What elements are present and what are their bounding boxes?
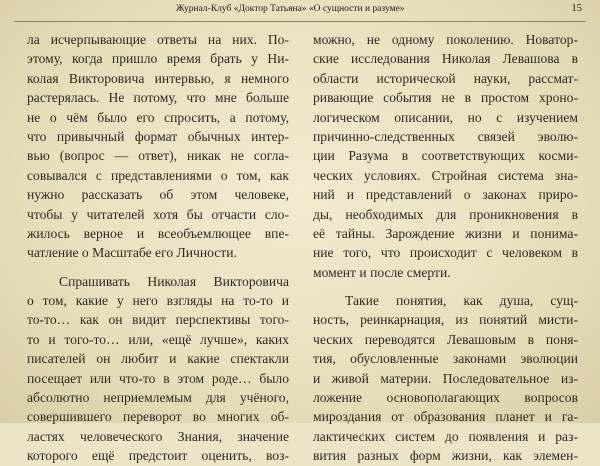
text-line: ческих условиях. Стройная система зна- [313, 167, 578, 183]
text-line: вития разных форм жизни, как элемен- [313, 448, 578, 464]
text-line: ривающие события не в простом хроно- [313, 90, 578, 106]
text-line: то и того-то… или, «ещё лучше», каких [27, 331, 289, 347]
text-line: можно, не одному поколению. Новатор- [313, 32, 578, 47]
text-line: жилось верное и всеобъемлющее впе- [27, 225, 289, 241]
text-line: абсолютно неприемлемым для учёного, [27, 390, 289, 406]
text-line: причинно-следственных связей эволю- [313, 128, 578, 144]
text-line: совершившего переворот во многих об- [27, 409, 289, 425]
text-line: Спрашивать Николая Викторовича [59, 273, 289, 289]
text-line: посещает или что-то в этом роде… было [27, 370, 289, 386]
text-line: ность, реинкарнация, из понятий мисти- [313, 312, 578, 328]
text-line: ние того, что происходит с человеком в [313, 245, 578, 261]
text-line: которого ещё предстоит оценить, воз- [27, 448, 289, 464]
page-number: 15 [571, 3, 582, 14]
text-line: нужно рассказать об этом человеке, [27, 187, 289, 203]
text-line: ла исчерпывающие ответы на них. По- [27, 32, 289, 47]
text-line: Такие понятия, как душа, сущ- [345, 293, 578, 309]
text-line: то-то… как он видит перспективы того- [27, 312, 289, 328]
text-line: ний и представлений о законах приро- [313, 187, 578, 203]
text-line: ческих переводятся Левашовым в поня- [313, 331, 578, 347]
text-line: о том, какие у него взгляды на то-то и [27, 293, 289, 309]
text-line: её тайны. Зарождение жизни и понима- [313, 225, 578, 241]
text-line: ластях человеческого Знания, значение [27, 428, 289, 444]
paragraph-gap [27, 263, 289, 272]
text-line: не о чём было его спросить, а потому, [27, 109, 289, 125]
text-line: области исторической науки, рассмат- [313, 70, 578, 86]
text-line: этому, когда пришло время брать у Ни- [27, 51, 289, 67]
text-line: лактических систем до появления и раз- [313, 428, 578, 444]
left-column [27, 30, 289, 466]
text-line: чатление о Масштабе его Личности. [27, 245, 237, 261]
text-line: и живой материи. Последовательное из- [313, 370, 578, 386]
header-divider [14, 21, 586, 22]
text-line: момент и после смерти. [313, 264, 451, 280]
text-line: колая Викторовича интервью, я немного [27, 70, 289, 86]
text-line: мироздания от образования планет и га- [313, 409, 578, 425]
journal-header-title: Журнал-Клуб «Доктор Татьяна» «О сущности и разуме» [176, 4, 405, 14]
text-line: ложение основополагающих вопросов [313, 390, 578, 406]
text-line: ды, необходимых для проникновения в [313, 206, 578, 222]
left-paragraph-1 [27, 30, 289, 263]
text-line: что привычный формат обычных интер- [27, 128, 289, 144]
page-header [0, 0, 600, 22]
text-line: вью (вопрос — ответ), никак не согла- [27, 148, 289, 164]
right-paragraph-1 [313, 30, 578, 282]
paragraph-gap [313, 282, 578, 291]
text-line: ции Разума в соответствующих косми- [313, 148, 578, 164]
left-paragraph-2 [27, 272, 289, 466]
text-line: тия, обусловленные законами эволюции [313, 351, 578, 367]
text-line: чтобы у читателей хотя бы отчасти сло- [27, 206, 289, 222]
text-line: растерялась. Не потому, что мне больше [27, 90, 289, 106]
right-column [313, 30, 578, 466]
right-paragraph-2 [313, 291, 578, 466]
text-line: совывался с представлениями о том, как [27, 167, 289, 183]
text-line: писателей он любит и какие спектакли [27, 351, 289, 367]
text-line: логическом описании, но с изучением [313, 109, 578, 125]
text-line: ские исследования Николая Левашова в [313, 51, 578, 67]
